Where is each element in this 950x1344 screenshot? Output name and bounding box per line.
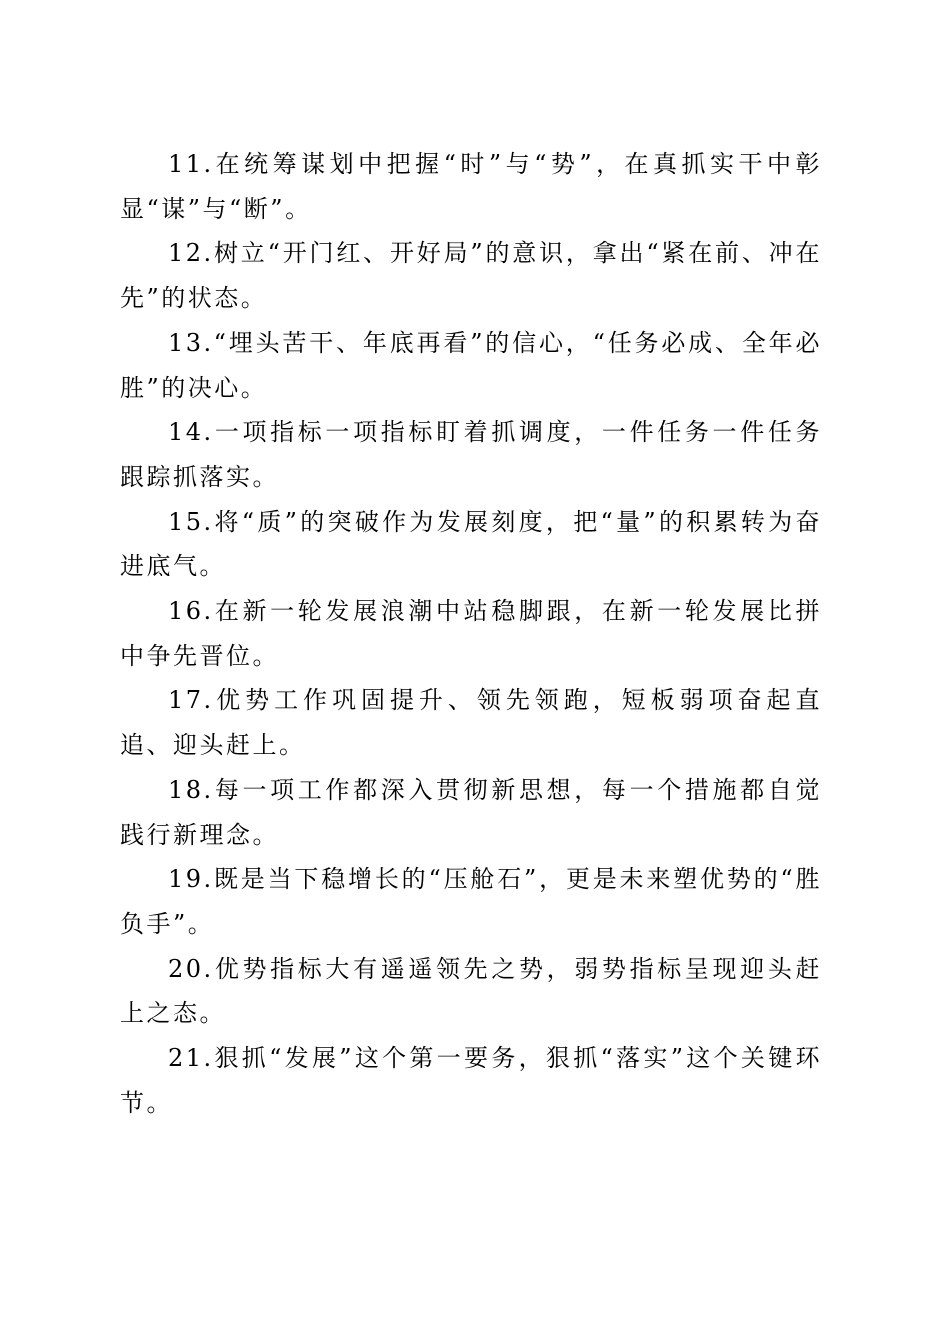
paragraph-21: 21.狠抓“发展”这个第一要务，狠抓“落实”这个关键环节。 — [120, 1044, 822, 1117]
paragraph-13: 13.“埋头苦干、年底再看”的信心，“任务必成、全年必胜”的决心。 — [120, 328, 822, 402]
paragraph-15: 15.将“质”的突破作为发展刻度，把“量”的积累转为奋进底气。 — [120, 507, 822, 581]
paragraph-11: 11.在统筹谋划中把握“时”与“势”，在真抓实干中彰显“谋”与“断”。 — [120, 150, 822, 223]
paragraph-17: 17.优势工作巩固提升、领先领跑，短板弱项奋起直追、迎头赶上。 — [120, 686, 822, 760]
paragraph-16: 16.在新一轮发展浪潮中站稳脚跟，在新一轮发展比拼中争先晋位。 — [120, 597, 822, 670]
paragraph-18: 18.每一项工作都深入贯彻新思想，每一个措施都自觉践行新理念。 — [120, 775, 822, 849]
document-body — [120, 142, 822, 1125]
paragraph-20: 20.优势指标大有遥遥领先之势，弱势指标呈现迎头赶上之态。 — [120, 954, 822, 1028]
paragraph-14: 14.一项指标一项指标盯着抓调度，一件任务一件任务跟踪抓落实。 — [120, 418, 822, 491]
paragraph-19: 19.既是当下稳增长的“压舱石”，更是未来塑优势的“胜负手”。 — [120, 865, 822, 938]
paragraph-12: 12.树立“开门红、开好局”的意识，拿出“紧在前、冲在先”的状态。 — [120, 239, 822, 313]
